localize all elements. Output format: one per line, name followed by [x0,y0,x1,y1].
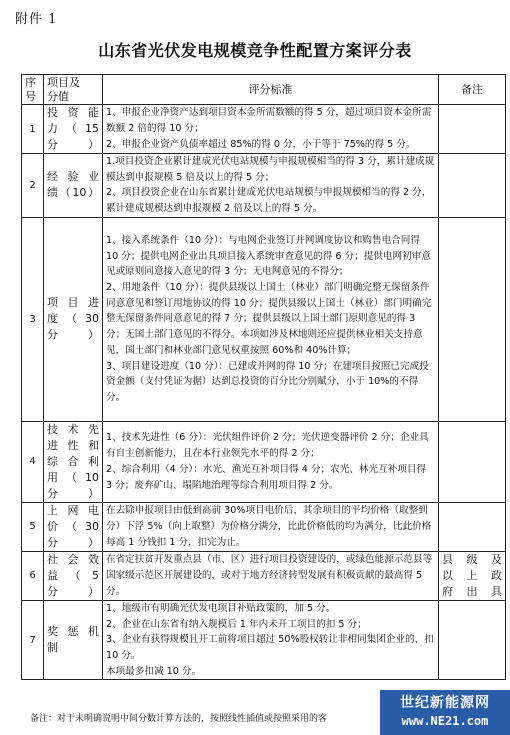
table-row [22,105,506,154]
criteria-paragraph: 1.项目投资企业累计建成光伏电站规模与申报规模相当的得 3 分，累计建成规模达到申报规模 5 倍及以上的得 5 分； [106,156,435,183]
criteria-paragraph: 1、技术先进性（6 分）：光伏组件评价 2 分；光伏逆变器评价 2 分；企业具有自主创新能力，且在本行业领先水平的得 2 分； [106,432,429,460]
criteria-paragraph: 2、申报企业资产负债率超过 85%的得 0 分，小于等于 75%的得 5 分。 [106,138,416,150]
scoring-table [21,74,506,680]
remark [439,551,506,600]
table-row [22,502,506,551]
row-number: 1 [22,105,44,154]
item-line: 上网电 [47,503,99,517]
remark [439,154,506,218]
item-line: 奖惩机 [47,625,99,639]
header-no [22,75,44,105]
criteria-paragraph: 2、项目投资企业在山东省累计建成光伏电站规模与申报规模相当的得 2 分，累计建成规模达到申报规模 2 倍及以上的得 5 分。 [106,187,432,215]
remark-line: 县级及 [442,552,502,566]
criteria-paragraph: 2、企业在山东省有纳入规模后 1 年内未开工项目的扣 5 分； [106,618,367,630]
scoring-criteria [103,551,439,600]
item-line: 分） [47,535,99,549]
item-line: 分） [47,328,99,342]
table-row [22,421,506,502]
criteria-paragraph: 在去除申报项目由低到高前 30%项目电价后，其余项目的平均价格（取整到分）下浮 5%（向上取整）为价格分满分，比此价格低的均为满分，比此价格每高 1 分钱扣 1 分，扣完为止。 [106,505,432,548]
row-number: 5 [22,502,44,551]
scoring-criteria [103,421,439,502]
scoring-criteria [103,502,439,551]
criteria-paragraph: 3、企业有获得规模且开工前将项目超过 50%股权转让非相同集团企业的，扣 10 分。 [106,634,434,661]
scoring-criteria [103,154,439,218]
criteria-paragraph: 1、地级市有明确光伏发电项目补贴政策的，加 5 分。 [106,602,336,614]
item-line: 综合利 [47,454,99,468]
item-line: 度（30 [47,312,99,326]
site-watermark-logo [380,690,510,735]
item-line: 价（30 [47,519,99,533]
document-title: 山东省光伏发电规模竞争性配置方案评分表 [98,41,412,60]
criteria-paragraph: 1、申报企业净资产达到项目资本金所需数额的得 5 分，超过项目资本金所需数额 2 倍的得 10 分； [106,107,432,135]
table-row [22,217,506,421]
item-and-score [44,502,103,551]
item-line: 技术先 [47,422,99,436]
criteria-paragraph: 在省定扶贫开发重点县（市、区）进行项目投资建设的，或绿色能源示范县等国家级示范区开展建设的，或对于地方经济转型发展有积极贡献的最高得 5 分。 [106,554,433,597]
criteria-paragraph: 本项最多扣减 10 分。 [106,665,202,677]
table-row [22,154,506,218]
table-row [22,600,506,680]
item-and-score [44,551,103,600]
remark-line: 以上政 [442,568,502,582]
row-number: 2 [22,154,44,218]
criteria-paragraph: 2、综合利用（4 分）：水光、渔光互补项目得 4 分；农光、林光互补项目得 3 分；废弃矿山、塌陷地治理等综合利用项目得 2 分。 [106,463,427,491]
criteria-paragraph: 2、用地条件（10 分）：提供县级以上国土（林业）部门明确完整无保留条件同意意见和签订用地协议的得 10 分；提供县级以上国土（林业）部门明确完整无保留条件同意意见的得 7 分；提供县级以上国土部门原则意见的得 3 分；无国土部门意见的不得分。本项如涉及林地则还应提供林业相关支持意见，国土部门和林业部门意见权重按照 60%和 40%计算； [106,282,432,356]
item-line: 分） [47,584,99,598]
item-line: 项目进 [47,296,99,310]
item-line: 进性和 [47,438,99,452]
remark [439,217,506,421]
item-line: 社会效 [47,552,99,566]
row-number: 4 [22,421,44,502]
watermark-line-2: www.NE21.com [401,714,489,728]
item-line: 制 [47,641,58,655]
footnote: 备注：对于未明确说明中间分数计算方法的，按照线性插值或按照采用的客 [30,714,328,724]
scoring-criteria [103,600,439,680]
criteria-paragraph: 1、接入系统条件（10 分）：与电网企业签订并网调度协议和购售电合同得 10 分；提供电网企业出具项目接入系统审查意见的得 6 分；提供电网初审意见或原则同意接入意见的得 3 分；无电网意见的不得分； [106,234,431,278]
item-line: 投资能 [47,106,99,119]
remark [439,105,506,154]
item-line: 益（5 [47,568,99,582]
row-number: 7 [22,600,44,680]
watermark-line-1: 世纪新能源网 [400,695,490,711]
row-number: 3 [22,217,44,421]
scoring-criteria [103,105,439,154]
header-no-line: 序 [25,75,36,89]
header-no-line: 号 [25,89,36,103]
remark [439,502,506,551]
header-item [44,75,103,105]
attachment-label: 附件 1 [15,12,58,27]
item-line: 用（10 [47,470,99,484]
item-line: 分） [47,138,99,151]
remark-line: 府出具 [442,584,502,598]
header-item-line: 项目及 [47,75,80,89]
item-line: 力（15 [47,122,99,135]
header-criteria: 评分标准 [103,75,439,105]
header-note: 备注 [439,75,506,105]
item-line: 绩（10） [47,186,99,200]
table-row [22,551,506,600]
item-and-score [44,105,103,154]
row-number: 6 [22,551,44,600]
scoring-criteria [103,217,439,421]
item-line: 分） [47,486,99,500]
item-and-score [44,600,103,680]
item-and-score [44,217,103,421]
item-and-score [44,154,103,218]
criteria-paragraph: 3、项目建设进度（10 分）：已建成并网的得 10 分；在建项目按照已完成投资金额（支付凭证为据）达到总投资的百分比分别赋分，小于 10%的不得分。 [106,360,429,403]
item-line: 经验业 [47,170,99,184]
remark [439,421,506,502]
remark [439,600,506,680]
table-header-row [22,75,506,105]
item-and-score [44,421,103,502]
header-item-line: 分值 [47,89,69,103]
